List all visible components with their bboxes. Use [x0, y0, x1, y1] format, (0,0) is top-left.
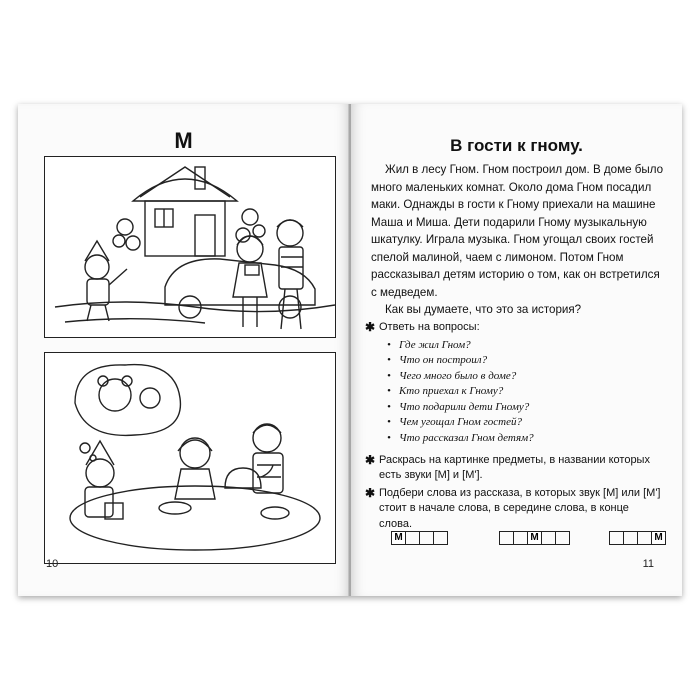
story-question: Как вы думаете, что это за история? [385, 303, 582, 316]
snowflake-icon: ✱ [365, 320, 376, 334]
scheme-empty-cell [513, 531, 528, 545]
page-number-right: 11 [642, 558, 654, 570]
task-text: Подбери слова из рассказа, в которых звук [М] или [М'] стоит в начале слова, в середине слова, в конце слова. [379, 486, 661, 530]
illustration-tea-party [44, 352, 336, 564]
questions-list [387, 338, 665, 447]
gnome-head [85, 255, 109, 279]
word-scheme-start [391, 531, 447, 545]
page-number-left: 10 [46, 558, 59, 570]
scheme-empty-cell [555, 531, 570, 545]
open-workbook [18, 104, 682, 596]
thought-bubble [75, 365, 180, 436]
question-item: • Чем угощал Гном гостей? [387, 416, 522, 429]
story-title: В гости к гному. [450, 136, 583, 155]
scheme-empty-cell [499, 531, 514, 545]
word-scheme-middle [499, 531, 569, 545]
question-item: • Что рассказал Гном детям? [387, 432, 534, 445]
scheme-empty-cell [623, 531, 638, 545]
question-item: • Что он построил? [387, 354, 488, 367]
teapot [225, 468, 261, 488]
task-find-words [365, 486, 665, 533]
scheme-empty-cell [405, 531, 420, 545]
task-color-items [365, 453, 665, 484]
snowflake-icon: ✱ [365, 452, 376, 467]
task-label: Ответь на вопросы: [379, 321, 480, 333]
question-item: • Кто приехал к Гному? [387, 385, 504, 398]
right-page [351, 104, 682, 596]
task-answer-questions [365, 320, 665, 336]
story-paragraph: Жил в лесу Гном. Гном построил дом. В доме было много маленьких комнат. Около дома Гном посадил маки. Однажды в гости к Гному приехали на машине Маша и Миша. Дети подарили Гному музыкальную шкатулку. Играла музыка. Гном угощал своих гостей спелой малиной, чаем с лимоном. Потом Гном рассказывал детям историю о том, как он встретился с медведем. [371, 163, 664, 299]
question-item: • Чего много было в доме? [387, 369, 517, 382]
scheme-letter-cell: М [527, 531, 542, 545]
scheme-empty-cell [541, 531, 556, 545]
left-page [18, 104, 349, 596]
scheme-empty-cell [433, 531, 448, 545]
scheme-empty-cell [637, 531, 652, 545]
scheme-empty-cell [419, 531, 434, 545]
snowflake-icon: ✱ [365, 485, 376, 500]
word-scheme-end [609, 531, 665, 545]
question-item: • Где жил Гном? [387, 338, 471, 351]
scheme-empty-cell [609, 531, 624, 545]
gnome-head [86, 459, 114, 487]
letter-heading: М [174, 128, 193, 153]
tasks-block [365, 320, 665, 534]
story-text [371, 161, 667, 319]
bear-head [99, 379, 131, 411]
question-item: • Что подарили дети Гному? [387, 400, 530, 413]
car [165, 259, 315, 305]
illustration-gnome-house [44, 156, 336, 338]
task-text: Раскрась на картинке предметы, в названии которых есть звуки [М] и [М']. [379, 453, 650, 482]
scheme-letter-cell: М [651, 531, 666, 545]
house-roof [140, 167, 230, 197]
scheme-letter-cell: М [391, 531, 406, 545]
